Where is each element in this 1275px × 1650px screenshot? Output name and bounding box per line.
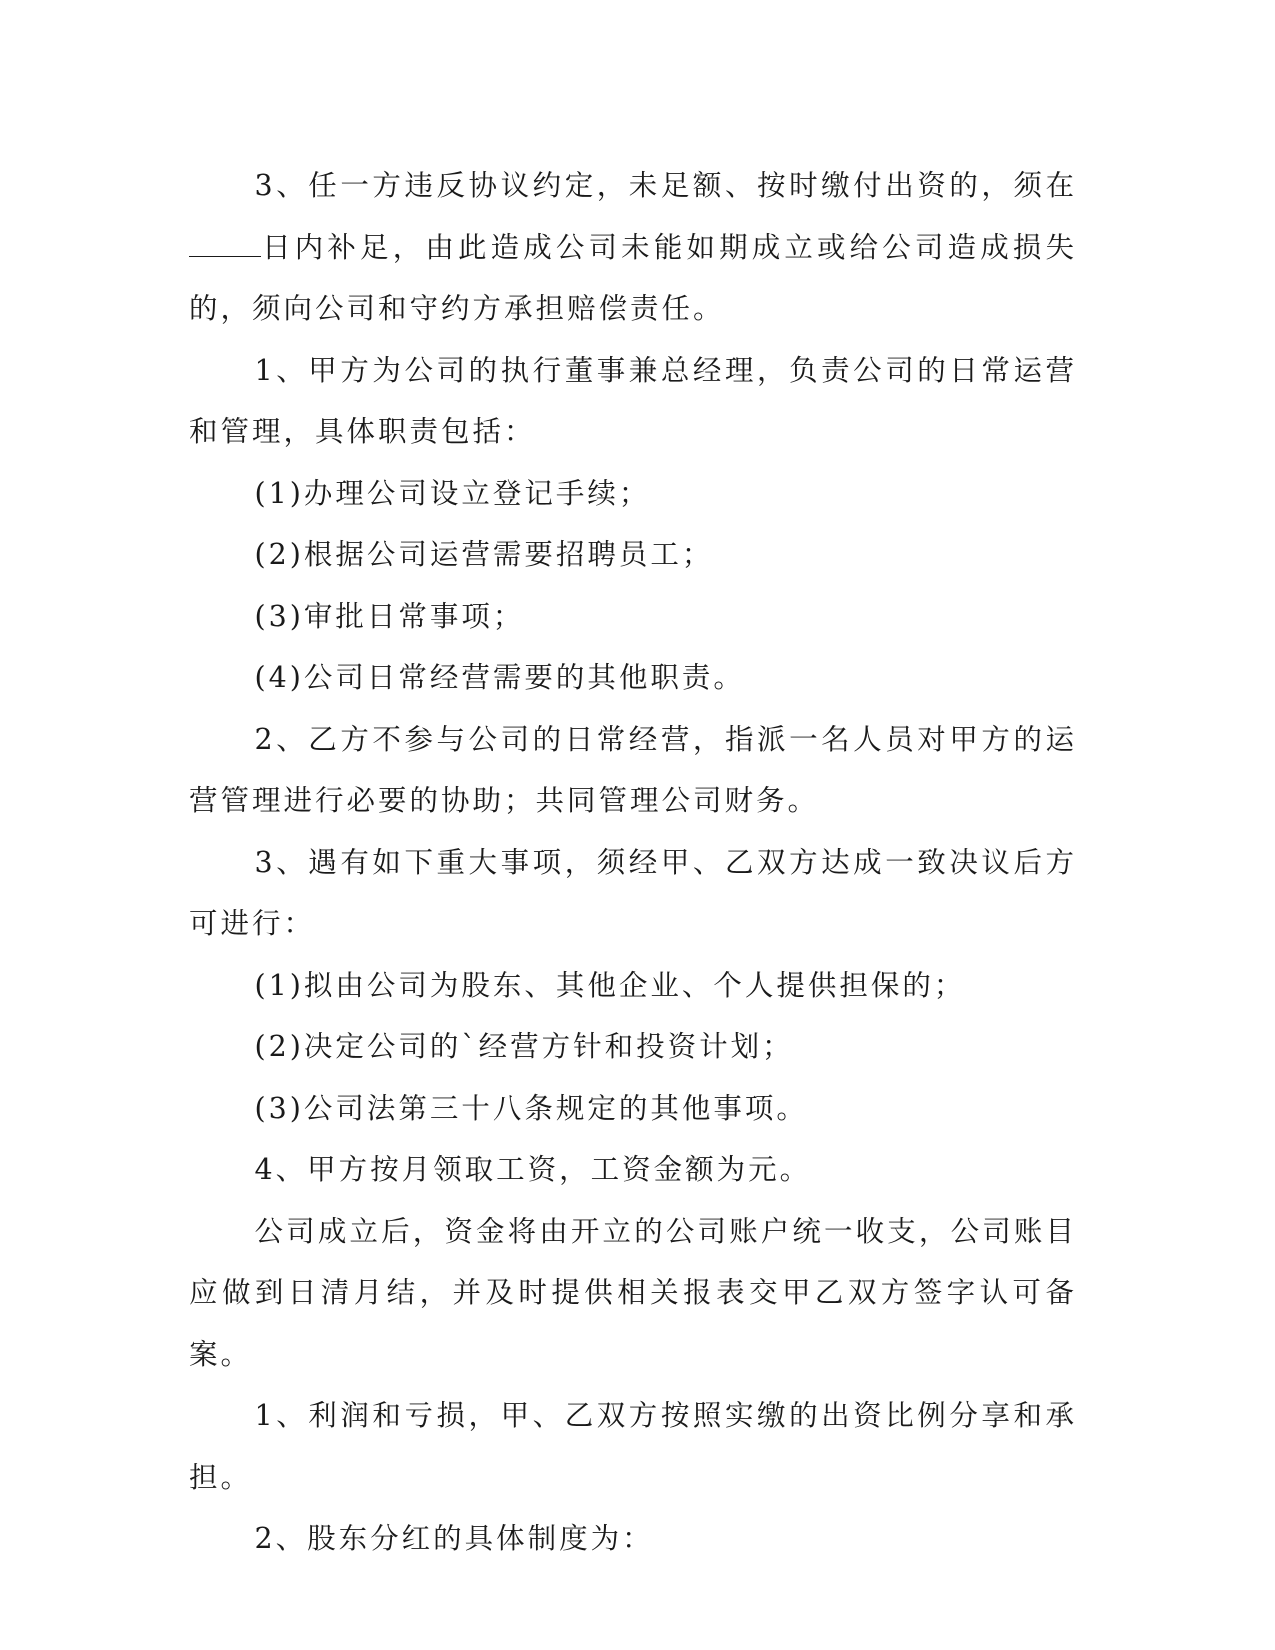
paragraph: 1、甲方为公司的执行董事兼总经理，负责公司的日常运营和管理，具体职责包括： [189, 353, 1077, 448]
paragraph: (2)根据公司运营需要招聘员工； [254, 538, 714, 571]
paragraph: 3、遇有如下重大事项，须经甲、乙双方达成一致决议后方可进行： [189, 845, 1077, 940]
paragraph: (1)拟由公司为股东、其他企业、个人提供担保的； [254, 968, 966, 1002]
paragraph: 公司成立后，资金将由开立的公司账户统一收支，公司账目应做到日清月结，并及时提供相关报表交甲乙双方签字认可备案。 [189, 1214, 1077, 1371]
paragraph: (3)审批日常事项； [254, 599, 525, 633]
paragraph [189, 155, 1077, 340]
paragraph: 2、乙方不参与公司的日常经营，指派一名人员对甲方的运营管理进行必要的协助；共同管理公司财务。 [189, 722, 1077, 817]
document-body [189, 155, 1077, 1570]
paragraph: (1)办理公司设立登记手续； [254, 476, 651, 510]
paragraph: 2、股东分红的具体制度为： [254, 1522, 654, 1555]
paragraph: 4、甲方按月领取工资，工资金额为元。 [254, 1153, 812, 1186]
paragraph-text: 日内补足，由此造成公司未能如期成立或给公司造成损失的，须向公司和守约方承担赔偿责任。 [189, 230, 1077, 325]
paragraph: (4)公司日常经营需要的其他职责。 [254, 661, 745, 694]
paragraph: (3)公司法第三十八条规定的其他事项。 [254, 1091, 808, 1125]
fill-in-blank [189, 228, 261, 256]
paragraph-text: 3、任一方违反协议约定，未足额、按时缴付出资的，须在 [254, 169, 1077, 202]
paragraph: 1、利润和亏损，甲、乙双方按照实缴的出资比例分享和承担。 [189, 1399, 1077, 1494]
paragraph: (2)决定公司的`经营方针和投资计划； [254, 1030, 794, 1063]
